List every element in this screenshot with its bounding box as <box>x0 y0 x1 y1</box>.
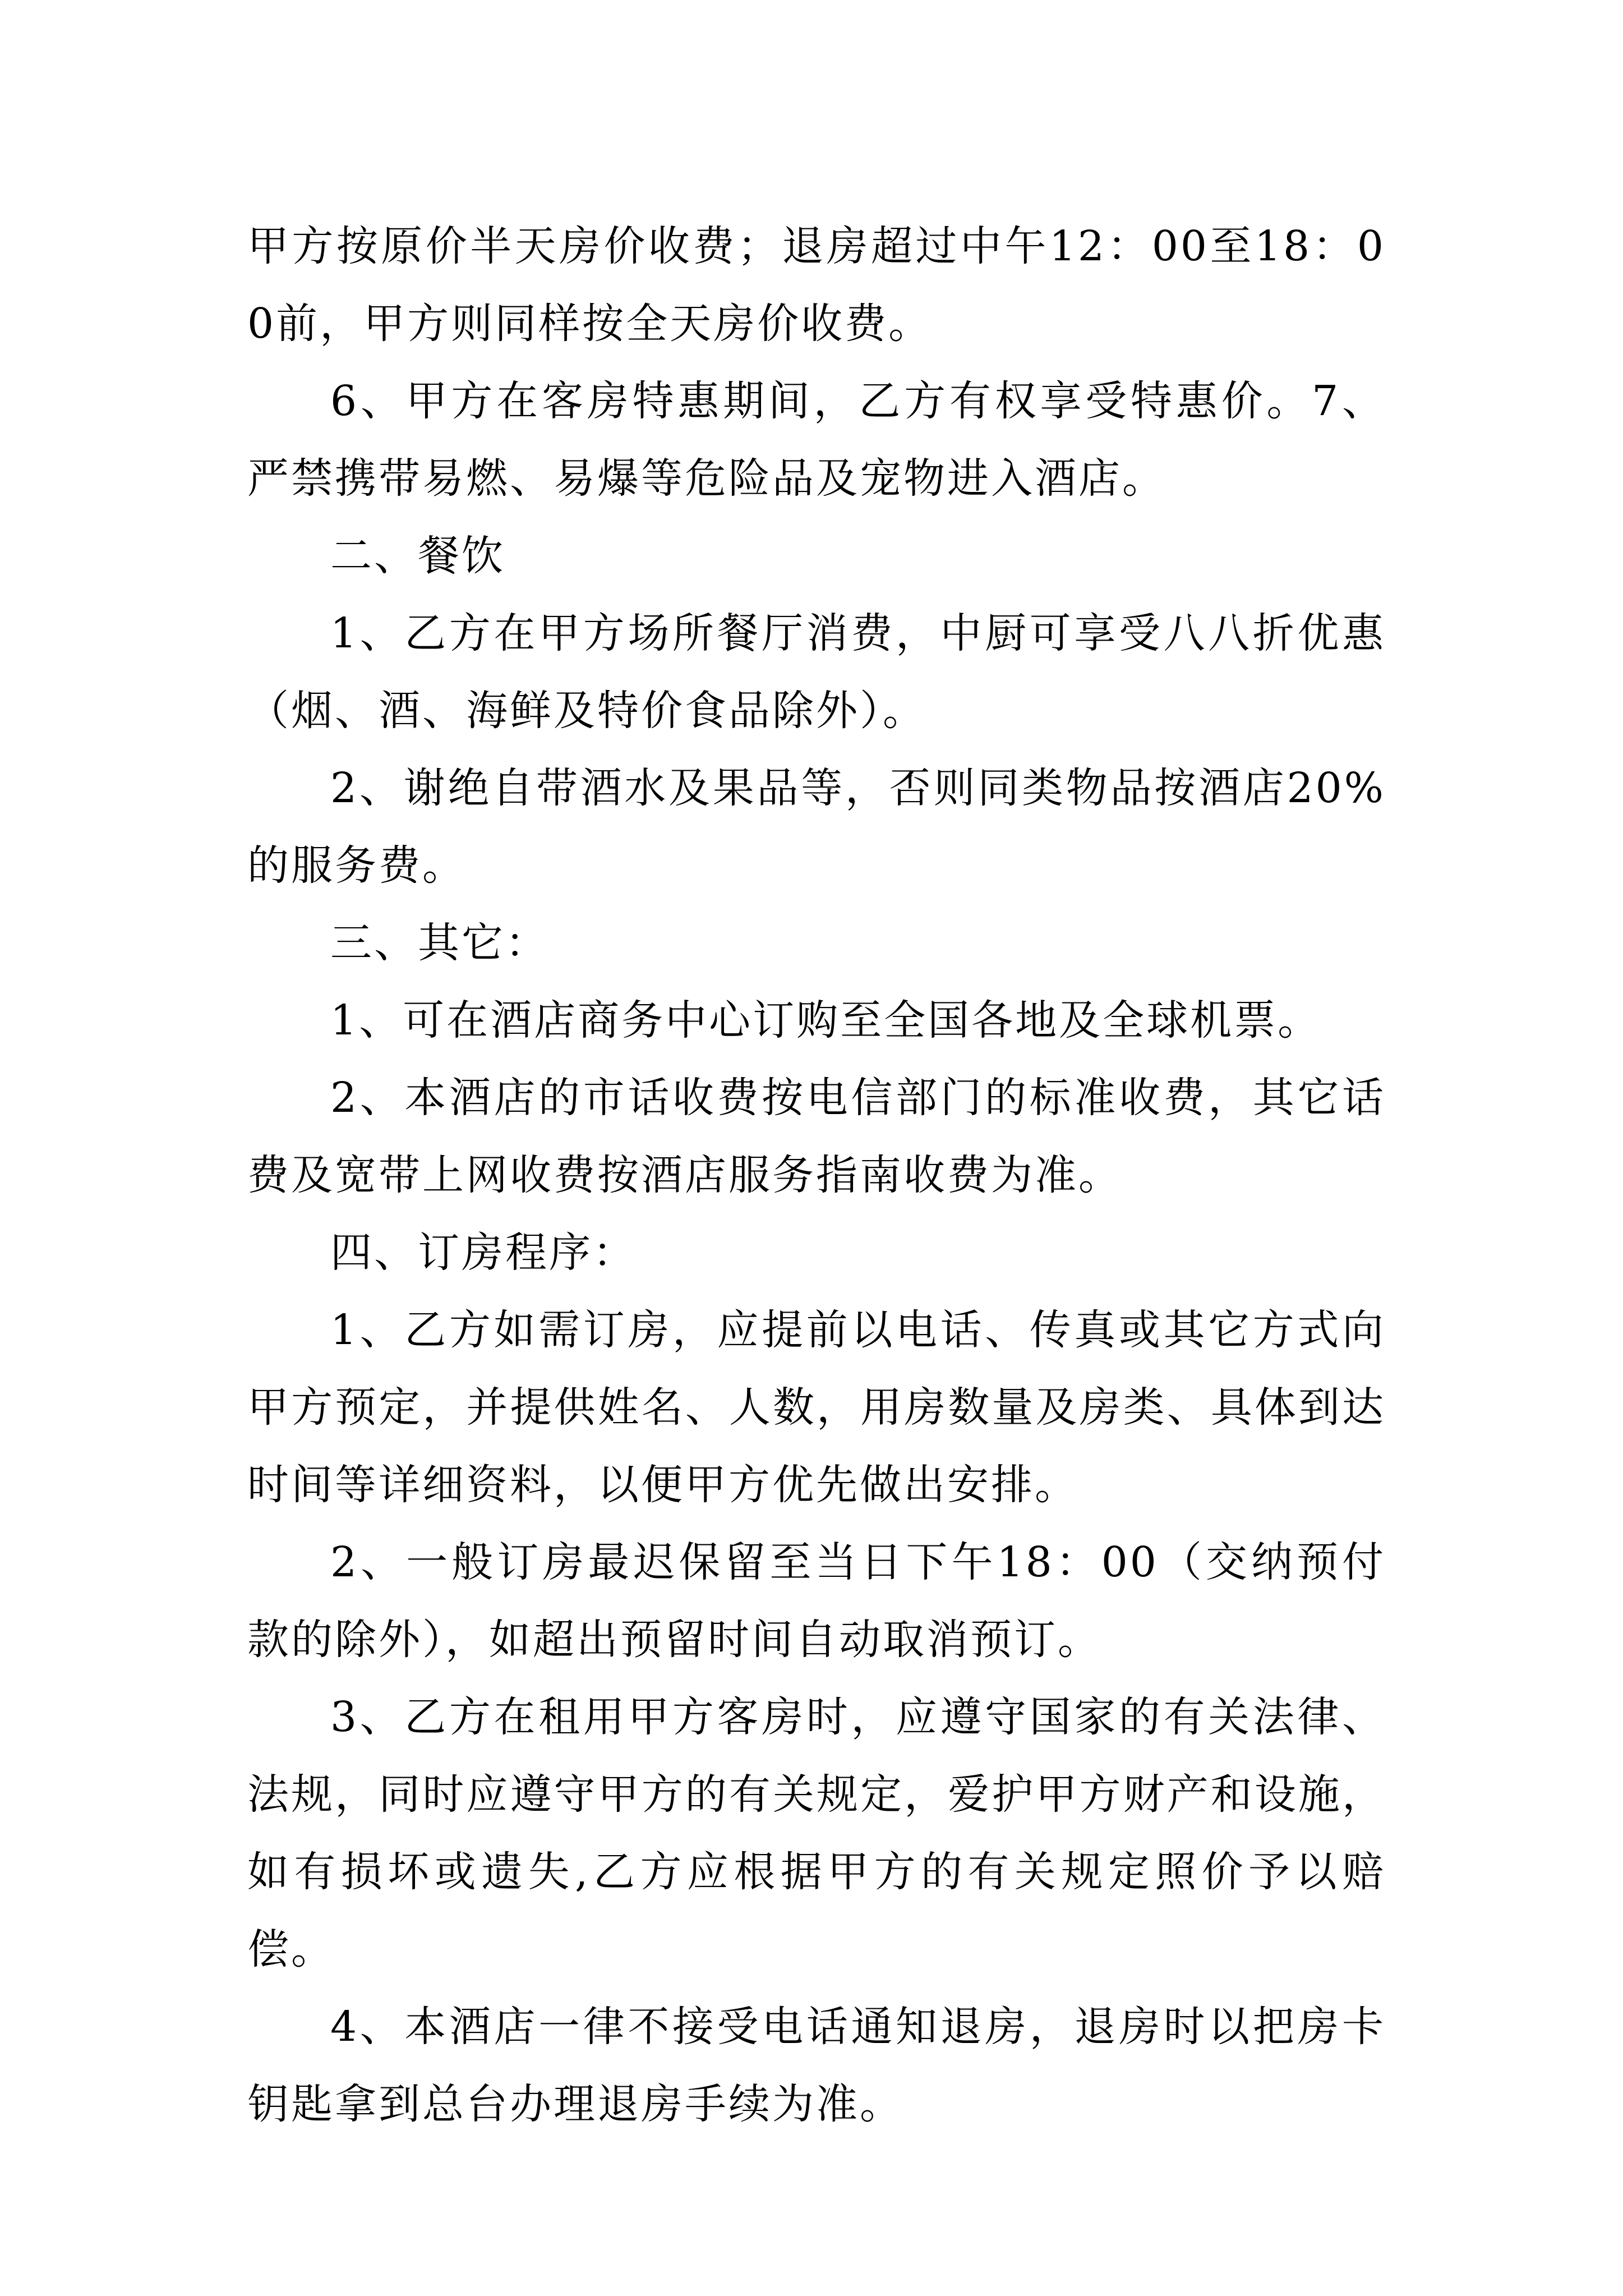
paragraph-booking-item-3: 3、乙方在租用甲方客房时，应遵守国家的有关法律、法规，同时应遵守甲方的有关规定，爱护甲方财产和设施，如有损坏或遗失,乙方应根据甲方的有关规定照价予以赔偿。 <box>247 1693 1386 1973</box>
paragraph-other-item-1: 1、可在酒店商务中心订购至全国各地及全球机票。 <box>330 996 1322 1045</box>
document-body <box>247 208 1386 2143</box>
paragraph-item-6-7: 6、甲方在客房特惠期间，乙方有权享受特惠价。7、严禁携带易燃、易爆等危险品及宠物进入酒店。 <box>247 377 1386 503</box>
paragraph-checkout-fee-continuation: 甲方按原价半天房价收费；退房超过中午12：00至18：00前，甲方则同样按全天房价收费。 <box>247 222 1386 348</box>
section-heading-booking: 四、订房程序： <box>330 1228 637 1277</box>
paragraph-other-item-2: 2、本酒店的市话收费按电信部门的标准收费，其它话费及宽带上网收费按酒店服务指南收费为准。 <box>247 1074 1386 1199</box>
section-heading-other: 三、其它： <box>330 919 549 967</box>
paragraph-booking-item-1: 1、乙方如需订房，应提前以电话、传真或其它方式向甲方预定，并提供姓名、人数，用房数量及房类、具体到达时间等详细资料，以便甲方优先做出安排。 <box>247 1306 1386 1509</box>
section-heading-dining: 二、餐饮 <box>330 532 505 580</box>
paragraph-booking-item-4: 4、本酒店一律不接受电话通知退房，退房时以把房卡钥匙拿到总台办理退房手续为准。 <box>247 2003 1386 2128</box>
paragraph-dining-item-1: 1、乙方在甲方场所餐厅消费，中厨可享受八八折优惠（烟、酒、海鲜及特价食品除外）。 <box>247 609 1386 735</box>
paragraph-booking-item-2: 2、一般订房最迟保留至当日下午18：00（交纳预付款的除外），如超出预留时间自动取消预订。 <box>247 1538 1386 1664</box>
paragraph-dining-item-2: 2、谢绝自带酒水及果品等，否则同类物品按酒店20%的服务费。 <box>247 764 1386 890</box>
